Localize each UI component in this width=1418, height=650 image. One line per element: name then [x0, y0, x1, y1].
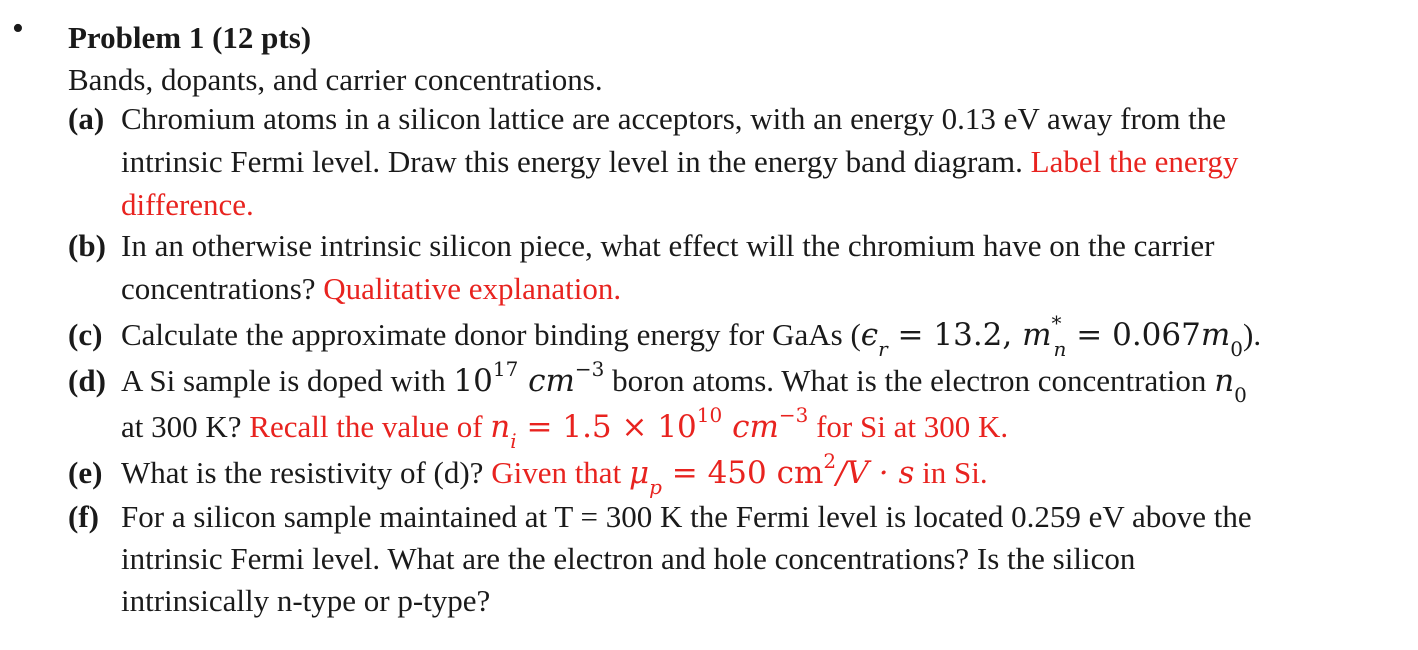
rest-mass-subscript: 0	[1230, 337, 1243, 362]
part-c-label: (c)	[68, 317, 103, 352]
doping-exponent: 17	[492, 356, 519, 381]
part-b-line2	[121, 270, 621, 308]
part-c-line	[121, 310, 1262, 362]
part-c-text: Calculate the approximate donor binding energy for GaAs (	[121, 317, 861, 352]
part-d-line2	[121, 402, 1009, 454]
part-d-post: boron atoms. What is the electron concentration	[604, 363, 1215, 398]
effective-mass-symbol: m	[1022, 317, 1052, 353]
part-d-line1	[121, 356, 1247, 408]
mobility-subscript: p	[649, 475, 662, 500]
doping-unit-exponent: −3	[574, 356, 605, 381]
mobility-unit: /V · s	[836, 455, 915, 491]
mobility-symbol: μ	[628, 455, 650, 491]
problem-title: Problem 1 (12 pts)	[68, 20, 312, 55]
bullet-icon: •	[12, 10, 24, 47]
part-f-line2: intrinsic Fermi level. What are the electron and hole concentrations? Is the silicon	[121, 541, 1136, 576]
rest-mass-symbol: m	[1200, 317, 1231, 353]
part-a-instruction-cont: difference.	[121, 187, 254, 222]
part-e-hint-post: in Si.	[914, 455, 988, 490]
part-f-line1: For a silicon sample maintained at T = 300 K the Fermi level is located 0.259 eV above the	[121, 499, 1252, 534]
part-e-label: (e)	[68, 455, 103, 490]
effective-mass-star: *	[1051, 310, 1062, 335]
intrinsic-conc-unit: cm	[722, 409, 779, 445]
part-d-pre: A Si sample is doped with	[121, 363, 454, 398]
mobility-exponent: 2	[823, 448, 837, 473]
part-c-close: ).	[1243, 317, 1262, 352]
part-b-label: (b)	[68, 228, 106, 263]
intrinsic-conc-symbol: n	[490, 409, 511, 445]
part-d-hint-pre: Recall the value of	[249, 409, 491, 444]
electron-conc-symbol: n	[1214, 363, 1235, 399]
part-a-line2-text: intrinsic Fermi level. Draw this energy level in the energy band diagram.	[121, 144, 1023, 179]
epsilon-symbol: ϵ	[860, 317, 879, 353]
part-d-hint	[249, 402, 1009, 454]
part-d-label: (d)	[68, 363, 106, 398]
electron-conc-subscript: 0	[1234, 383, 1247, 408]
part-e-hint-pre: Given that	[491, 455, 629, 490]
part-f-label: (f)	[68, 499, 99, 534]
effective-mass-value: = 0.067	[1066, 317, 1201, 353]
intrinsic-conc-exponent: 10	[696, 402, 723, 427]
part-a-line1: Chromium atoms in a silicon lattice are acceptors, with an energy 0.13 eV away from the	[121, 101, 1227, 136]
mobility-value: = 450 cm	[661, 455, 824, 491]
part-f-line3: intrinsically n-type or p-type?	[121, 583, 491, 618]
epsilon-subscript: r	[878, 337, 888, 362]
part-a-line2	[121, 143, 1238, 181]
intrinsic-conc-subscript: i	[510, 429, 517, 454]
intrinsic-conc-value: = 1.5 × 10	[516, 409, 697, 445]
part-a-instruction: Label the energy	[1030, 144, 1239, 179]
part-e-text: What is the resistivity of (d)?	[121, 455, 484, 490]
epsilon-value: = 13.2,	[887, 317, 1023, 353]
effective-mass-subscript: n	[1053, 337, 1067, 362]
part-a-label: (a)	[68, 101, 105, 136]
part-e-hint	[491, 448, 988, 500]
part-b-line1: In an otherwise intrinsic silicon piece, what effect will the chromium have on the carrier	[121, 228, 1215, 263]
part-b-instruction: Qualitative explanation.	[323, 271, 622, 306]
part-d-line2-text: at 300 K?	[121, 409, 242, 444]
problem-subtitle: Bands, dopants, and carrier concentrations.	[68, 62, 603, 97]
part-d-hint-post: for Si at 300 K.	[808, 409, 1009, 444]
part-e-line	[121, 448, 988, 500]
intrinsic-conc-unit-exponent: −3	[778, 402, 809, 427]
doping-base: 10	[453, 363, 493, 399]
part-b-line2-text: concentrations?	[121, 271, 316, 306]
doping-unit: cm	[518, 363, 575, 399]
